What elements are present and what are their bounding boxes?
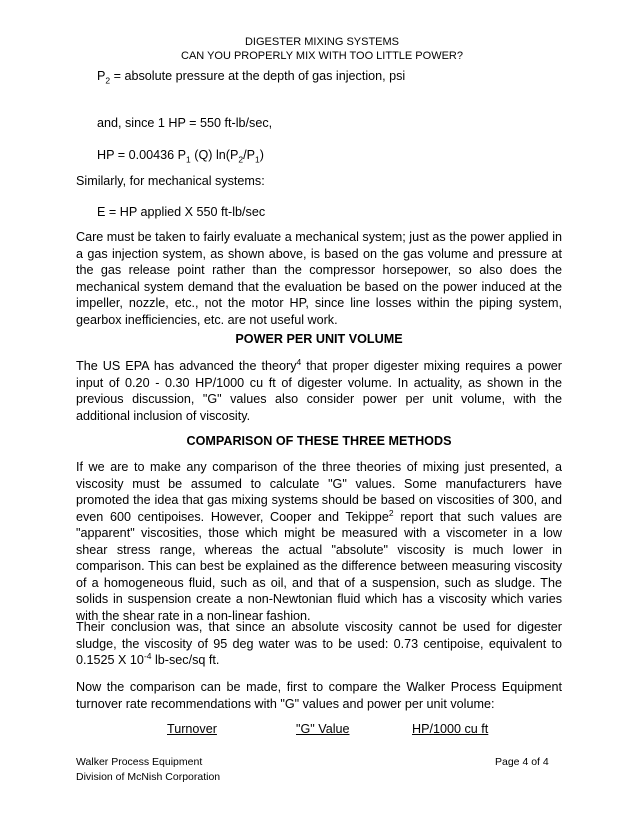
heading-comparison: COMPARISON OF THESE THREE METHODS [186,434,452,448]
paragraph-care: Care must be taken to fairly evaluate a mechanical system; just as the power applied in a gas injection system, as shown above, is based on the gas volume and pressure at the gas release point rather than the compressor horsepower, so also does the mechanical system demand that the evaluation be based on the power induced at the impeller, nozzle, etc., not the motor HP, since line losses within the piping system, gearbox inefficiencies, etc. are not useful work. [76,230,562,327]
paragraph-epa: The US EPA has advanced the theory$^4$ that proper digester mixing requires a power input of 0.20 - 0.30 HP/1000 cu ft of digester volume. In actuality, as shown in the previous discussion, "G" values also consider power per unit volume, with the additional inclusion of viscosity. [76,356,562,423]
header-title: DIGESTER MIXING SYSTEMS [244,36,400,48]
since-line: and, since 1 HP = 550 ft-lb/sec, [97,116,273,130]
similarly-line: Similarly, for mechanical systems: [76,174,265,188]
footer-company-name: Walker Process Equipment [76,756,203,768]
hp-equation: HP = 0.00436 $P_1$ (Q) $\ln(P_2/P_1)$ [97,148,264,165]
e-equation: E = HP applied X 550 ft-lb/sec [97,205,266,219]
table-header-turnover: Turnover [167,722,217,736]
paragraph-comparison: If we are to make any comparison of the three theories of mixing just presented, a viscosity must be assumed to calculate "G" values. Some manufacturers have promoted the idea that gas mixing systems should be based on viscosities of 300, and even 600 centipoises. However, Cooper and Tekippe$^2$ report that such values are "apparent" viscosities, those which might be measured with a viscometer in a low shear stress range, whereas the actual "absolute" viscosity is much lower in comparison. This can best be explained as the difference between measuring viscosity of a homogeneous fluid, such as oil, and that of a suspension, such as sludge. The solids in suspension create a non-Newtonian fluid which has a viscosity which varies with the shear rate in a non-linear fashion. [76,460,563,623]
p2-definition: $P_2$ = absolute pressure at the depth of gas injection, psi [97,69,406,86]
table-header-hp-per-1000: HP/1000 cu ft [412,722,489,736]
footer-company [76,755,220,785]
page-header [0,35,638,63]
heading-power-per-unit-volume: POWER PER UNIT VOLUME [235,332,403,346]
paragraph-now: Now the comparison can be made, first to compare the Walker Process Equipment turnover rate recommendations with "G" values and power per unit volume: [76,680,562,711]
paragraph-conclusion: Their conclusion was, that since an absolute viscosity cannot be used for digester sludge, the viscosity of 95 deg water was to be used: 0.73 centipoise, equivalent to 0.1525 X $10^{-4}$ lb-sec/sq ft. [76,620,562,667]
header-subtitle: CAN YOU PROPERLY MIX WITH TOO LITTLE POWER? [181,50,463,62]
page-number: Page 4 of 4 [495,756,549,768]
table-header-g-value: "G" Value [296,722,350,736]
footer-division: Division of McNish Corporation [76,771,221,783]
